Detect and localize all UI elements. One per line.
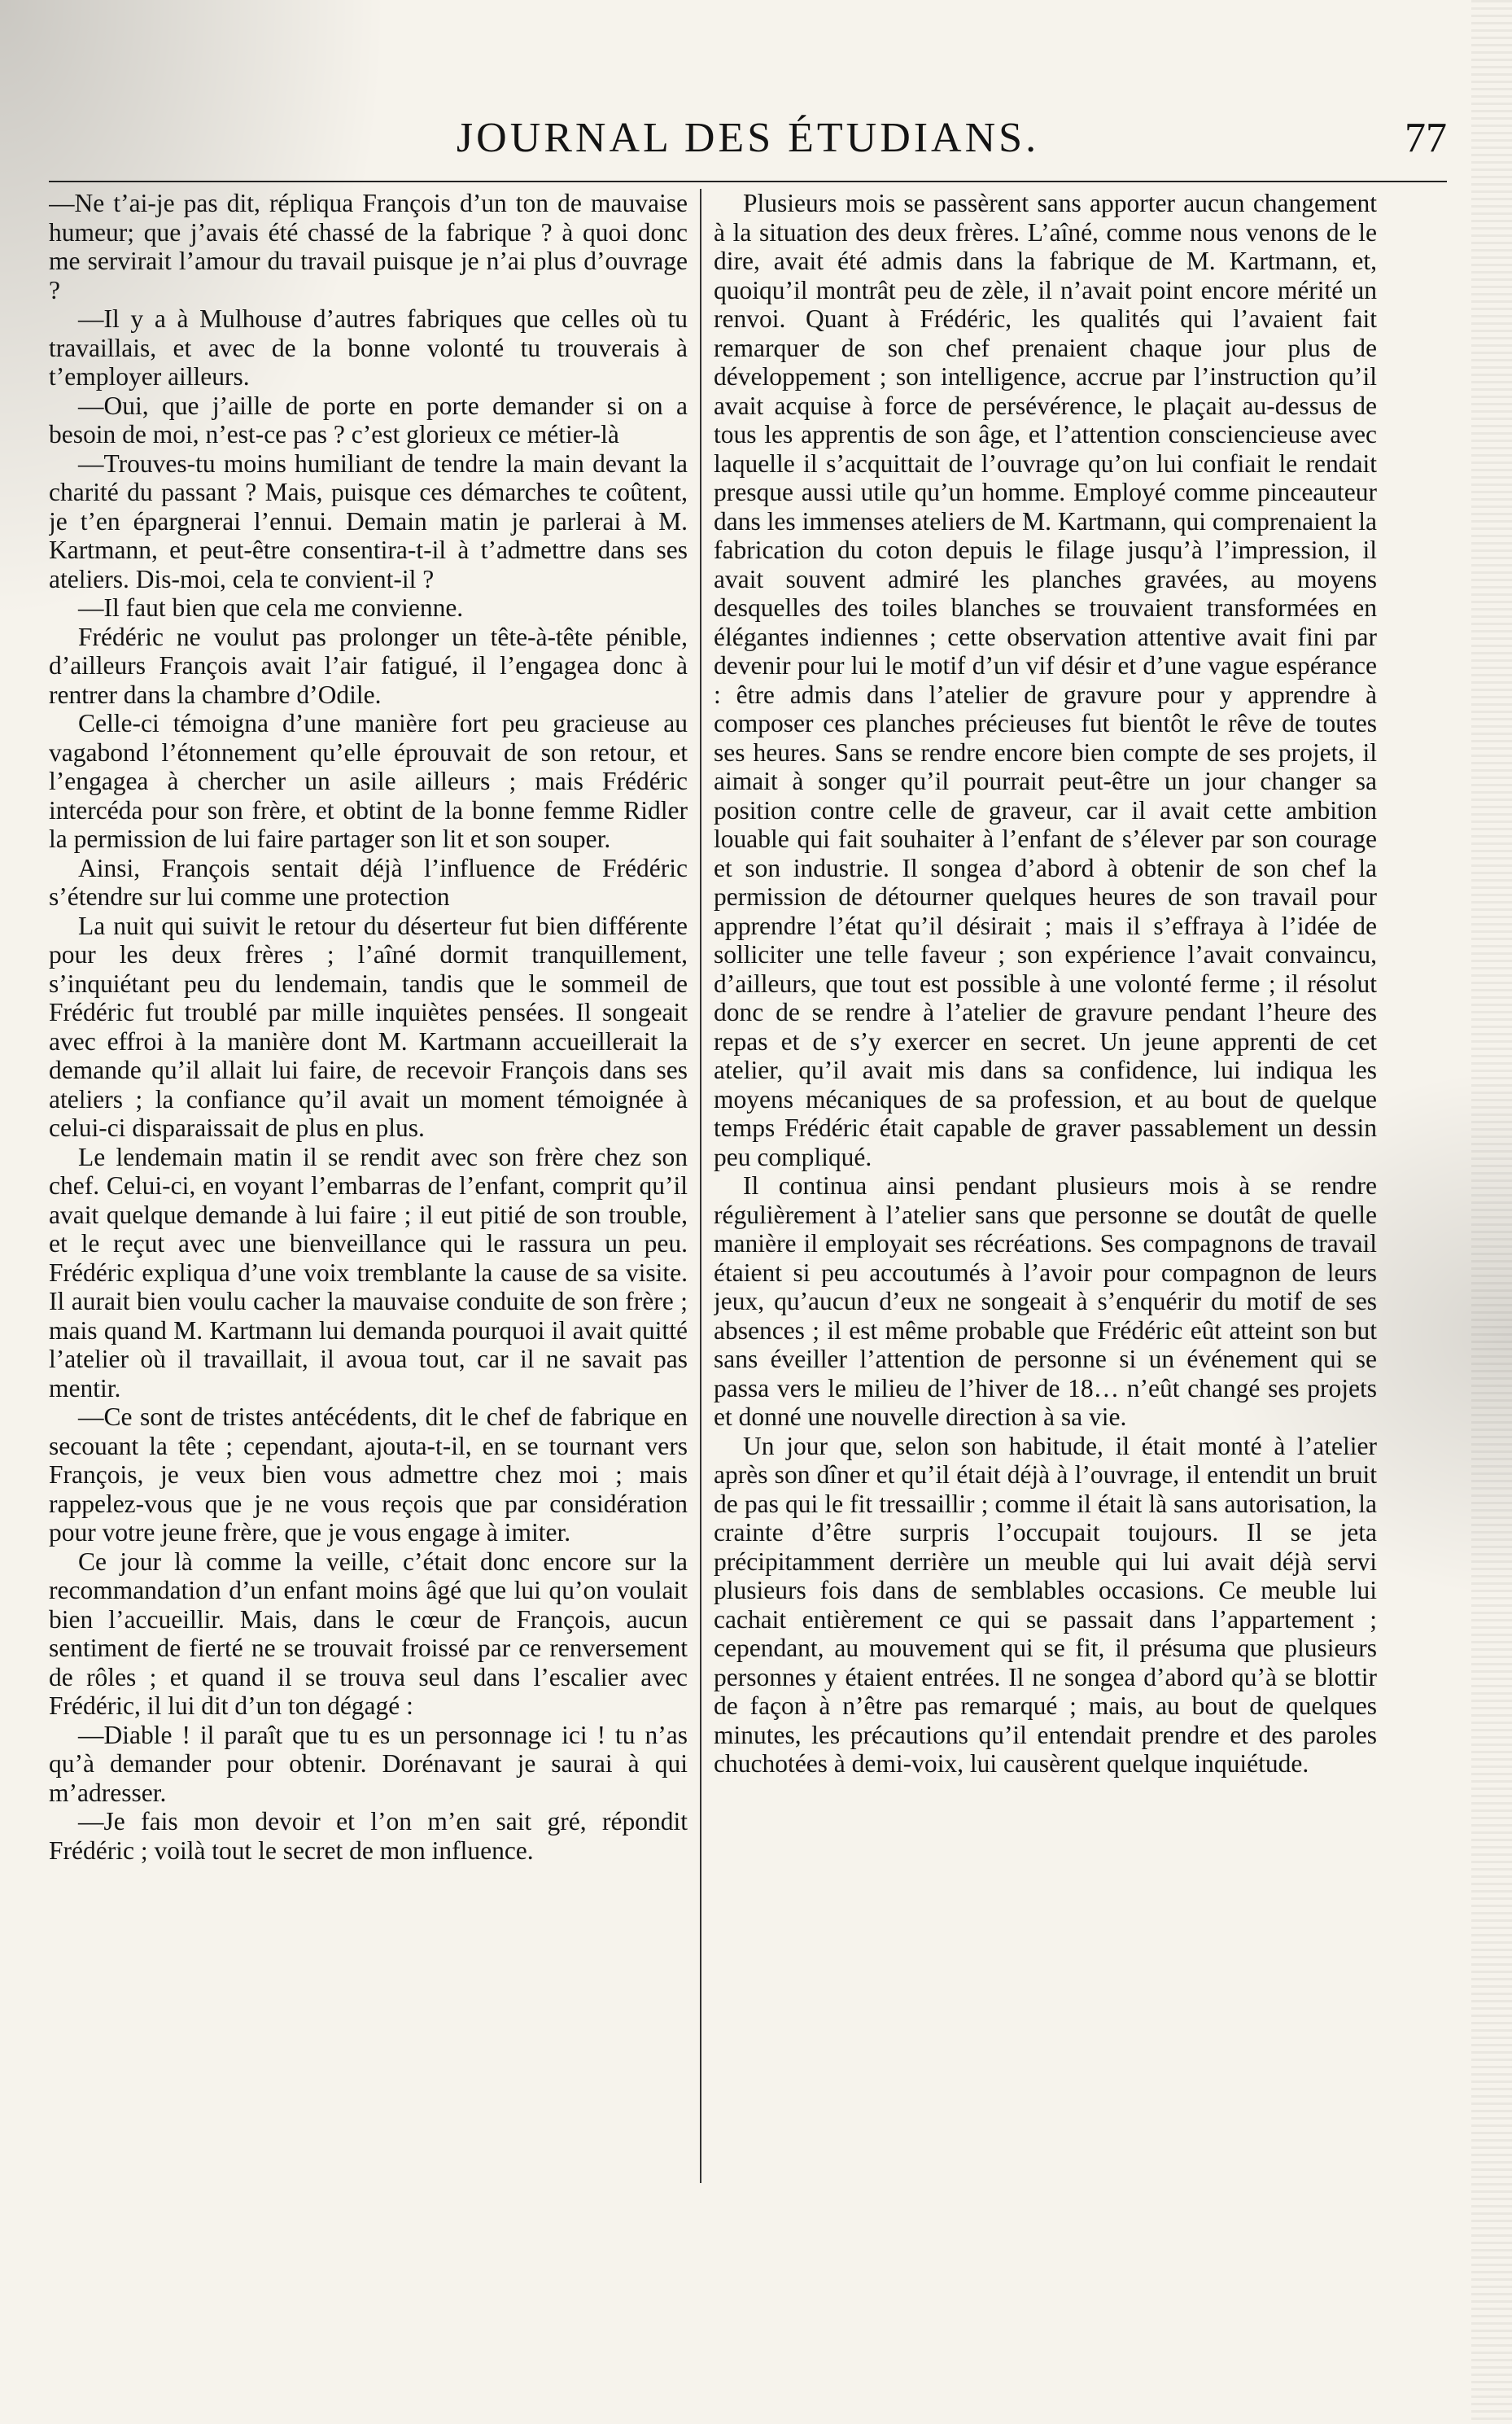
paragraph: Frédéric ne voulut pas prolonger un tête-à-tête pénible, d’ailleurs François avait l’air fatigué, il l’engagea donc à rentrer dans la chambre d’Odile. <box>49 622 688 709</box>
paragraph: —Oui, que j’aille de porte en porte demander si on a besoin de moi, n’est-ce pas ? c’est glorieux ce métier-là <box>49 391 688 448</box>
page-number: 77 <box>1405 115 1447 161</box>
paragraph: —Ce sont de tristes antécédents, dit le chef de fabrique en secouant la tête ; cependant, ajouta-t-il, en se tournant vers François, je veux bien vous admettre chez moi ; mais rappelez-vous que je ne vous reçois que par considération pour votre jeune frère, que je vous engage à imiter. <box>49 1402 688 1547</box>
column-rule <box>700 189 701 2183</box>
paragraph: Il continua ainsi pendant plusieurs mois à se rendre régulièrement à l’atelier sans que personne se doutât de quelle manière il employait ses récréations. Ses compagnons de travail étaient si peu accoutumés à l’avoir pour compagnon de leurs jeux, qu’aucun d’eux ne songeait à s’enquérir du motif de ses absences ; il est même probable que Frédéric eût atteint son but sans éveiller l’attention de personne si un événement qui se passa vers le milieu de l’hiver de 18… n’eût changé ses projets et donné une nouvelle direction à sa vie. <box>714 1171 1377 1431</box>
right-column <box>714 189 1377 2191</box>
paragraph: —Il faut bien que cela me convienne. <box>78 593 464 622</box>
paragraph: La nuit qui suivit le retour du déserteur fut bien différente pour les deux frères ; l’aîné dormit tranquillement, s’inquiétant peu du lendemain, tandis que le sommeil de Frédéric fut troublé par mille inquiètes pensées. Il songeait avec effroi à la manière dont M. Kartmann accueillerait la demande qu’il allait lui faire, de recevoir François dans ses ateliers ; la confiance qu’il avait un moment témoignée à celui-ci disparaissait de plus en plus. <box>49 911 688 1142</box>
left-column <box>49 189 688 2191</box>
paragraph: Celle-ci témoigna d’une manière fort peu gracieuse au vagabond l’étonnement qu’elle éprouvait de son retour, et l’engagea à chercher un asile ailleurs ; mais Frédéric intercéda pour son frère, et obtint de la bonne femme Ridler la permission de lui faire partager son lit et son souper. <box>49 709 688 853</box>
paragraph: —Trouves-tu moins humiliant de tendre la main devant la charité du passant ? Mais, puisque ces démarches te coûtent, je t’en épargnerai l’ennui. Demain matin je parlerai à M. Kartmann, et peut-être consentira-t-il à t’admettre dans ses ateliers. Dis-moi, cela te convient-il ? <box>49 448 688 593</box>
journal-title: JOURNAL DES ÉTUDIANS. <box>456 115 1040 161</box>
paragraph: Ce jour là comme la veille, c’était donc encore sur la recommandation d’un enfant moins âgé que lui qu’on voulait bien l’accueillir. Mais, dans le cœur de François, aucun sentiment de fierté ne se trouvait froissé par ce renversement de rôles ; et quand il se trouva seul dans l’escalier avec Frédéric, il lui dit d’un ton dégagé : <box>49 1547 688 1720</box>
paragraph: —Je fais mon devoir et l’on m’en sait gré, répondit Frédéric ; voilà tout le secret de mon influence. <box>49 1807 688 1865</box>
paragraph: —Ne t’ai-je pas dit, répliqua François d’un ton de mauvaise humeur; que j’avais été chassé de la fabrique ? à quoi donc me servirait l’amour du travail puisque je n’ai plus d’ouvrage ? <box>49 189 688 304</box>
page-header <box>49 114 1447 171</box>
page-edge-texture <box>1471 0 1512 2424</box>
paragraph: Le lendemain matin il se rendit avec son frère chez son chef. Celui-ci, en voyant l’embarras de l’enfant, comprit qu’il avait quelque demande à lui faire ; il eut pitié de son trouble, et le reçut avec une bienveillance qui le rassura un peu. Frédéric expliqua d’une voix tremblante la cause de sa visite. Il aurait bien voulu cacher la mauvaise conduite de son frère ; mais quand M. Kartmann lui demanda pourquoi il avait quitté l’atelier où il travaillait, il avoua tout, car il ne savait pas mentir. <box>49 1142 688 1402</box>
paragraph: Un jour que, selon son habitude, il était monté à l’atelier après son dîner et qu’il était déjà à l’ouvrage, il entendit un bruit de pas qui le fit tressaillir ; comme il était là sans autorisation, la crainte d’être surpris l’occupait toujours. Il se jeta précipitamment derrière un meuble qui lui avait déjà servi plusieurs fois dans de semblables occasions. Ce meuble lui cachait entièrement ce qui se passait dans l’appartement ; cependant, au mouvement qui se fit, il présuma que plusieurs personnes y étaient entrées. Il ne songea d’abord qu’à se blottir de façon à n’être pas remarqué ; mais, au bout de quelques minutes, les précautions qu’il entendait prendre et des paroles chuchotées à demi-voix, lui causèrent quelque inquiétude. <box>714 1431 1377 1778</box>
paragraph: —Diable ! il paraît que tu es un personnage ici ! tu n’as qu’à demander pour obtenir. Dorénavant je saurai à qui m’adresser. <box>49 1720 688 1807</box>
paragraph: Plusieurs mois se passèrent sans apporter aucun changement à la situation des deux frères. L’aîné, comme nous venons de le dire, avait été admis dans la fabrique de M. Kartmann, et, quoiqu’il montrât peu de zèle, il n’avait point encore mérité un renvoi. Quant à Frédéric, les qualités qui l’avaient fait remarquer de son chef prenaient chaque jour plus de développement ; son intelligence, accrue par l’instruction qu’il avait acquise à force de persévérence, le plaçait au-dessus de tous les apprentis de son âge, et l’attention consciencieuse avec laquelle il s’acquittait de l’ouvrage qu’on lui confiait le rendait presque aussi utile qu’un homme. Employé comme pinceauteur dans les immenses ateliers de M. Kartmann, qui comprenaient la fabrication du coton depuis le filage jusqu’à l’impression, il avait souvent admiré les planches gravées, au moyens desquelles des toiles blanches se trouvaient transformées en élégantes indiennes ; cette observation attentive avait fini par devenir pour lui le motif d’un vif désir et d’une vague espérance : être admis dans l’atelier de gravure pour y apprendre à composer ces planches précieuses fut bientôt le rêve de toutes ses heures. Sans se rendre encore bien compte de ses projets, il aimait à songer qu’il pourrait peut-être un jour changer sa position contre celle de graveur, car il avait cette ambition louable qui fait souhaiter à l’enfant de s’élever par son courage et son industrie. Il songea d’abord à obtenir de son chef la permission de détourner quelques heures de son travail pour apprendre l’état qu’il désirait ; mais il s’effraya à l’idée de solliciter une telle faveur ; son expérience l’avait convaincu, d’ailleurs, que tout est possible à une volonté ferme ; il résolut donc de se rendre à l’atelier de gravure pendant l’heure des repas et de s’y exercer en secret. Un jeune apprenti de cet atelier, qu’il avait mis dans sa confidence, lui indiqua les moyens mécaniques de sa profession, et au bout de quelque temps Frédéric était capable de graver passablement un dessin peu compliqué. <box>714 189 1377 1171</box>
header-rule <box>49 181 1447 182</box>
paragraph: —Il y a à Mulhouse d’autres fabriques que celles où tu travaillais, et avec de la bonne volonté tu trouverais à t’employer ailleurs. <box>49 304 688 391</box>
paragraph: Ainsi, François sentait déjà l’influence de Frédéric s’étendre sur lui comme une protection <box>49 853 688 911</box>
